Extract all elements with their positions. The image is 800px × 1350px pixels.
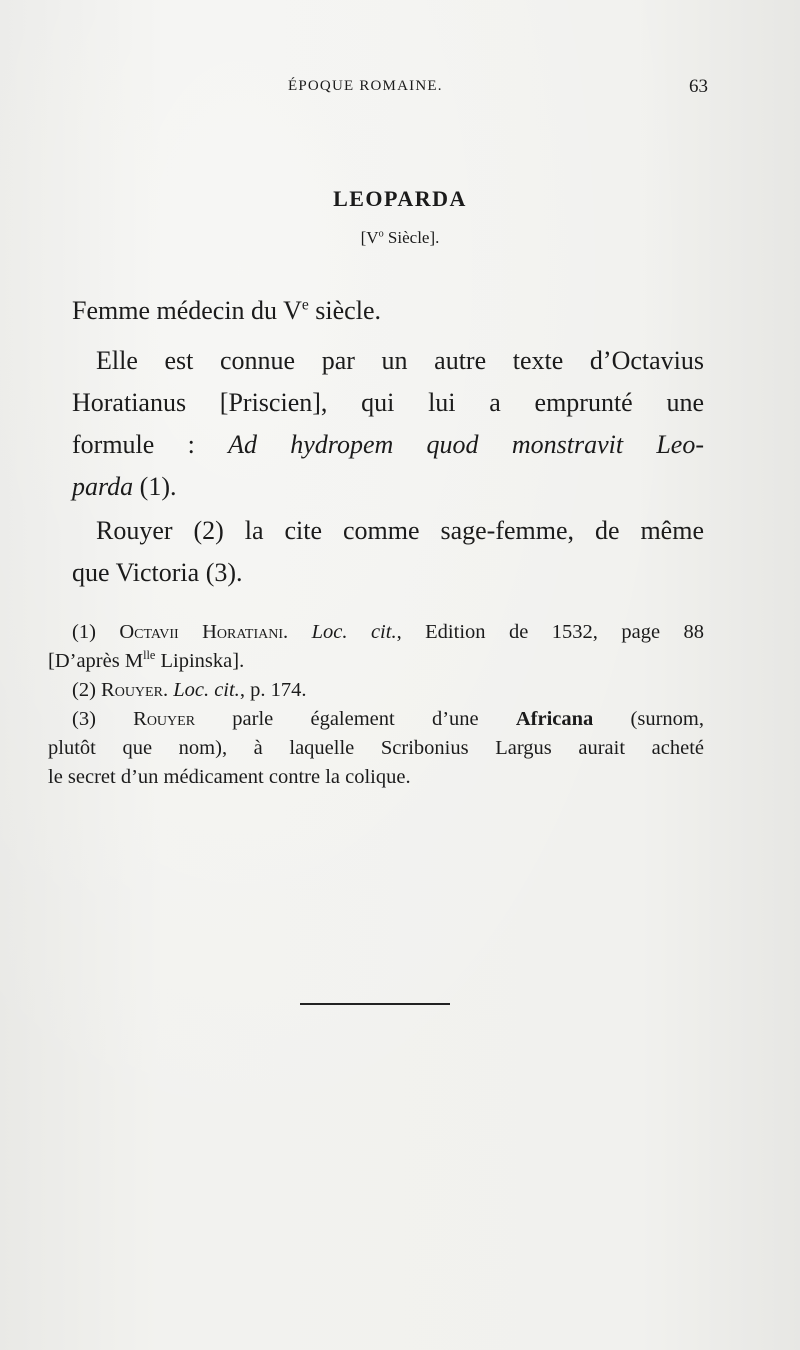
- article-subtitle: [$V^o$ Siècle].: [360, 228, 440, 247]
- running-title: ÉPOQUE ROMAINE.: [288, 78, 443, 94]
- paragraph-3-line-2: que Victoria (3).: [72, 558, 243, 587]
- end-rule: [300, 1003, 450, 1005]
- paragraph-3: [48, 510, 704, 594]
- paragraph-2-line-1: Elle est connue par un autre texte d’Octavius: [96, 346, 704, 375]
- article-title: LEOPARDA: [333, 186, 467, 211]
- footnote-3: (3) Rouyer parle également d’une Africana (surnom, plutôt que nom), à laquelle Scribonius Largus aurait acheté le secret d’un médicament contre la colique.: [48, 708, 704, 788]
- footnotes: [48, 618, 704, 792]
- paragraph-3-line-1: Rouyer (2) la cite comme sage-femme, de même: [96, 516, 704, 545]
- footnote-2: (2) Rouyer. Loc. cit., p. 174.: [72, 679, 307, 701]
- paragraph-2-line-4: parda (1).: [72, 472, 177, 501]
- page-number: 63: [689, 76, 708, 97]
- paragraph-2-line-2: Horatianus [Priscien], qui lui a emprunté une: [72, 388, 704, 417]
- footnote-1: (1) Octavii Horatiani. Loc. cit., Edition de 1532, page 88 [D’après $M^{lle}$ Lipinska].: [48, 621, 704, 672]
- paragraph-1: Femme médecin du Ve siècle.: [72, 296, 381, 325]
- paragraph-2-line-3: formule : Ad hydropem quod monstravit Leo-: [72, 430, 704, 459]
- paragraph-2: [48, 340, 704, 508]
- running-head: [0, 78, 800, 102]
